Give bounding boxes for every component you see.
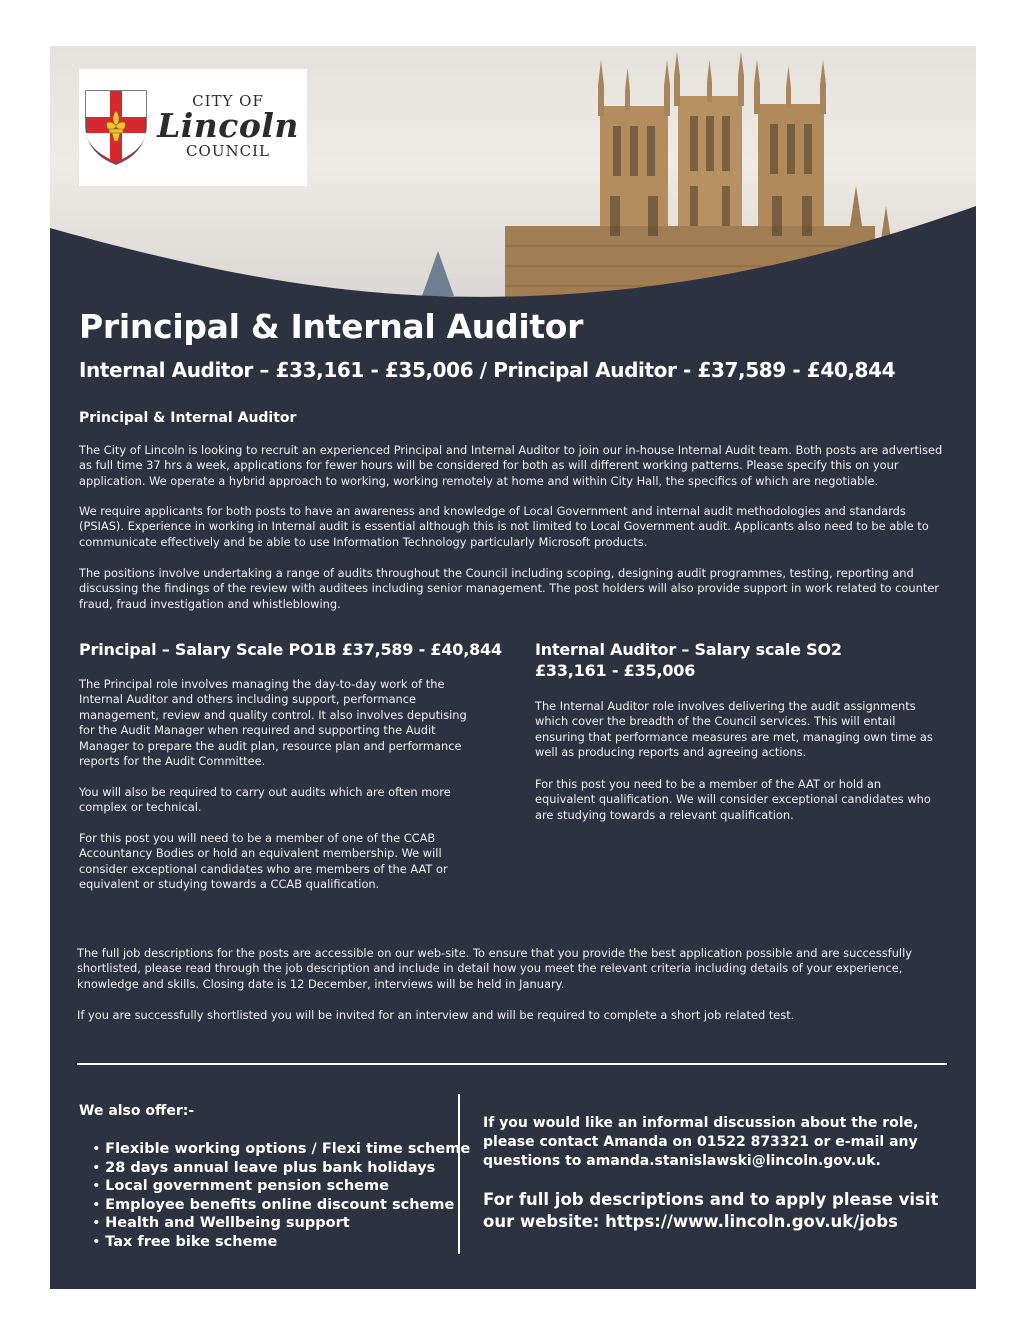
salary-subtitle: Internal Auditor – £33,161 - £35,006 / Principal Auditor - £37,589 - £40,844 — [79, 358, 896, 382]
internal-paragraph-2: For this post you need to be a member of the AAT or hold an equivalent qualification. We will consider exceptional candidates who are studying towards a relevant qualification. — [535, 777, 931, 822]
benefits-list — [92, 1140, 470, 1251]
internal-paragraph-1: The Internal Auditor role involves delivering the audit assignments which cover the breadth of the Council services. This will entail ensuring that performance measures are met, managing own time as well as producing reports and agreeing actions. — [535, 699, 933, 760]
closing-paragraph-2: If you are successfully shortlisted you will be invited for an interview and will be required to complete a short job related test. — [77, 1008, 795, 1022]
principal-paragraph-2: You will also be required to carry out audits which are often more complex or technical. — [79, 785, 451, 815]
benefit-item: • Flexible working options / Flexi time scheme — [92, 1140, 470, 1159]
internal-heading-line-1: Internal Auditor – Salary scale SO2 — [535, 640, 842, 659]
apply-website-info: For full job descriptions and to apply please visit our website: https://www.lincoln.gov.uk/jobs — [483, 1190, 939, 1231]
logo-council: COUNCIL — [186, 142, 270, 160]
section-divider — [77, 1063, 947, 1065]
page-title: Principal & Internal Auditor — [79, 307, 584, 346]
contact-info: If you would like an informal discussion about the role, please contact Amanda on 01522 873321 or e-mail any questions to amanda.stanislawski@lincoln.gov.uk. — [483, 1115, 919, 1169]
internal-heading-line-2: £33,161 - £35,006 — [535, 661, 696, 680]
principal-paragraph-1: The Principal role involves managing the day-to-day work of the Internal Auditor and others including support, performance management, review and quality control. It also involves deputising for the Audit Manager when required and supporting the Audit Manager to prepare the audit plan, resource plan and performance reports for the Audit Committee. — [79, 677, 467, 769]
benefit-item: • Health and Wellbeing support — [92, 1214, 470, 1233]
intro-paragraph-3: The positions involve undertaking a range of audits throughout the Council including scoping, designing audit programmes, testing, reporting and discussing the findings of the review with auditees including senior management. The post holders will also provide support in work related to counter fraud, fraud investigation and whistleblowing. — [79, 566, 939, 611]
benefit-item: • 28 days annual leave plus bank holidays — [92, 1159, 470, 1178]
coat-of-arms-shield-icon — [84, 89, 148, 165]
closing-paragraph-1: The full job descriptions for the posts are accessible on our web-site. To ensure that you provide the best application possible and are successfully shortlisted, please read through the job description and include in detail how you meet the relevant criteria including details of your experience, knowledge and skills. Closing date is 12 December, interviews will be held in January. — [77, 946, 912, 991]
logo-wordmark — [153, 93, 303, 159]
benefit-item: • Tax free bike scheme — [92, 1233, 470, 1252]
logo-city-of: CITY OF — [192, 92, 264, 110]
benefit-item: • Employee benefits online discount scheme — [92, 1196, 470, 1215]
intro-paragraph-1: The City of Lincoln is looking to recruit an experienced Principal and Internal Auditor to join our in-house Internal Audit team. Both posts are advertised as full time 37 hrs a week, applications for fewer hours will be considered for both as will different working patterns. Please specify this on your application. We operate a hybrid approach to working, working remotely at home and within City Hall, the specifics of which are negotiable. — [79, 443, 943, 488]
principal-heading: Principal – Salary Scale PO1B £37,589 - £40,844 — [79, 640, 502, 659]
logo-lincoln: Lincoln — [157, 106, 299, 145]
benefit-item: • Local government pension scheme — [92, 1177, 470, 1196]
city-of-lincoln-logo — [79, 69, 307, 186]
principal-paragraph-3: For this post you will need to be a member of one of the CCAB Accountancy Bodies or hold an equivalent membership. We will consider exceptional candidates who are members of the AAT or equivalent or studying towards a CCAB qualification. — [79, 831, 448, 892]
intro-paragraph-2: We require applicants for both posts to have an awareness and knowledge of Local Government and internal audit methodologies and standards (PSIAS). Experience in working in Internal audit is essential although this is not limited to Local Government audit. Applicants also need to be able to communicate effectively and be able to use Information Technology particularly Microsoft products. — [79, 504, 929, 549]
intro-heading: Principal & Internal Auditor — [79, 410, 297, 426]
benefits-heading: We also offer:- — [79, 1103, 195, 1119]
job-advert-poster — [50, 46, 976, 1289]
